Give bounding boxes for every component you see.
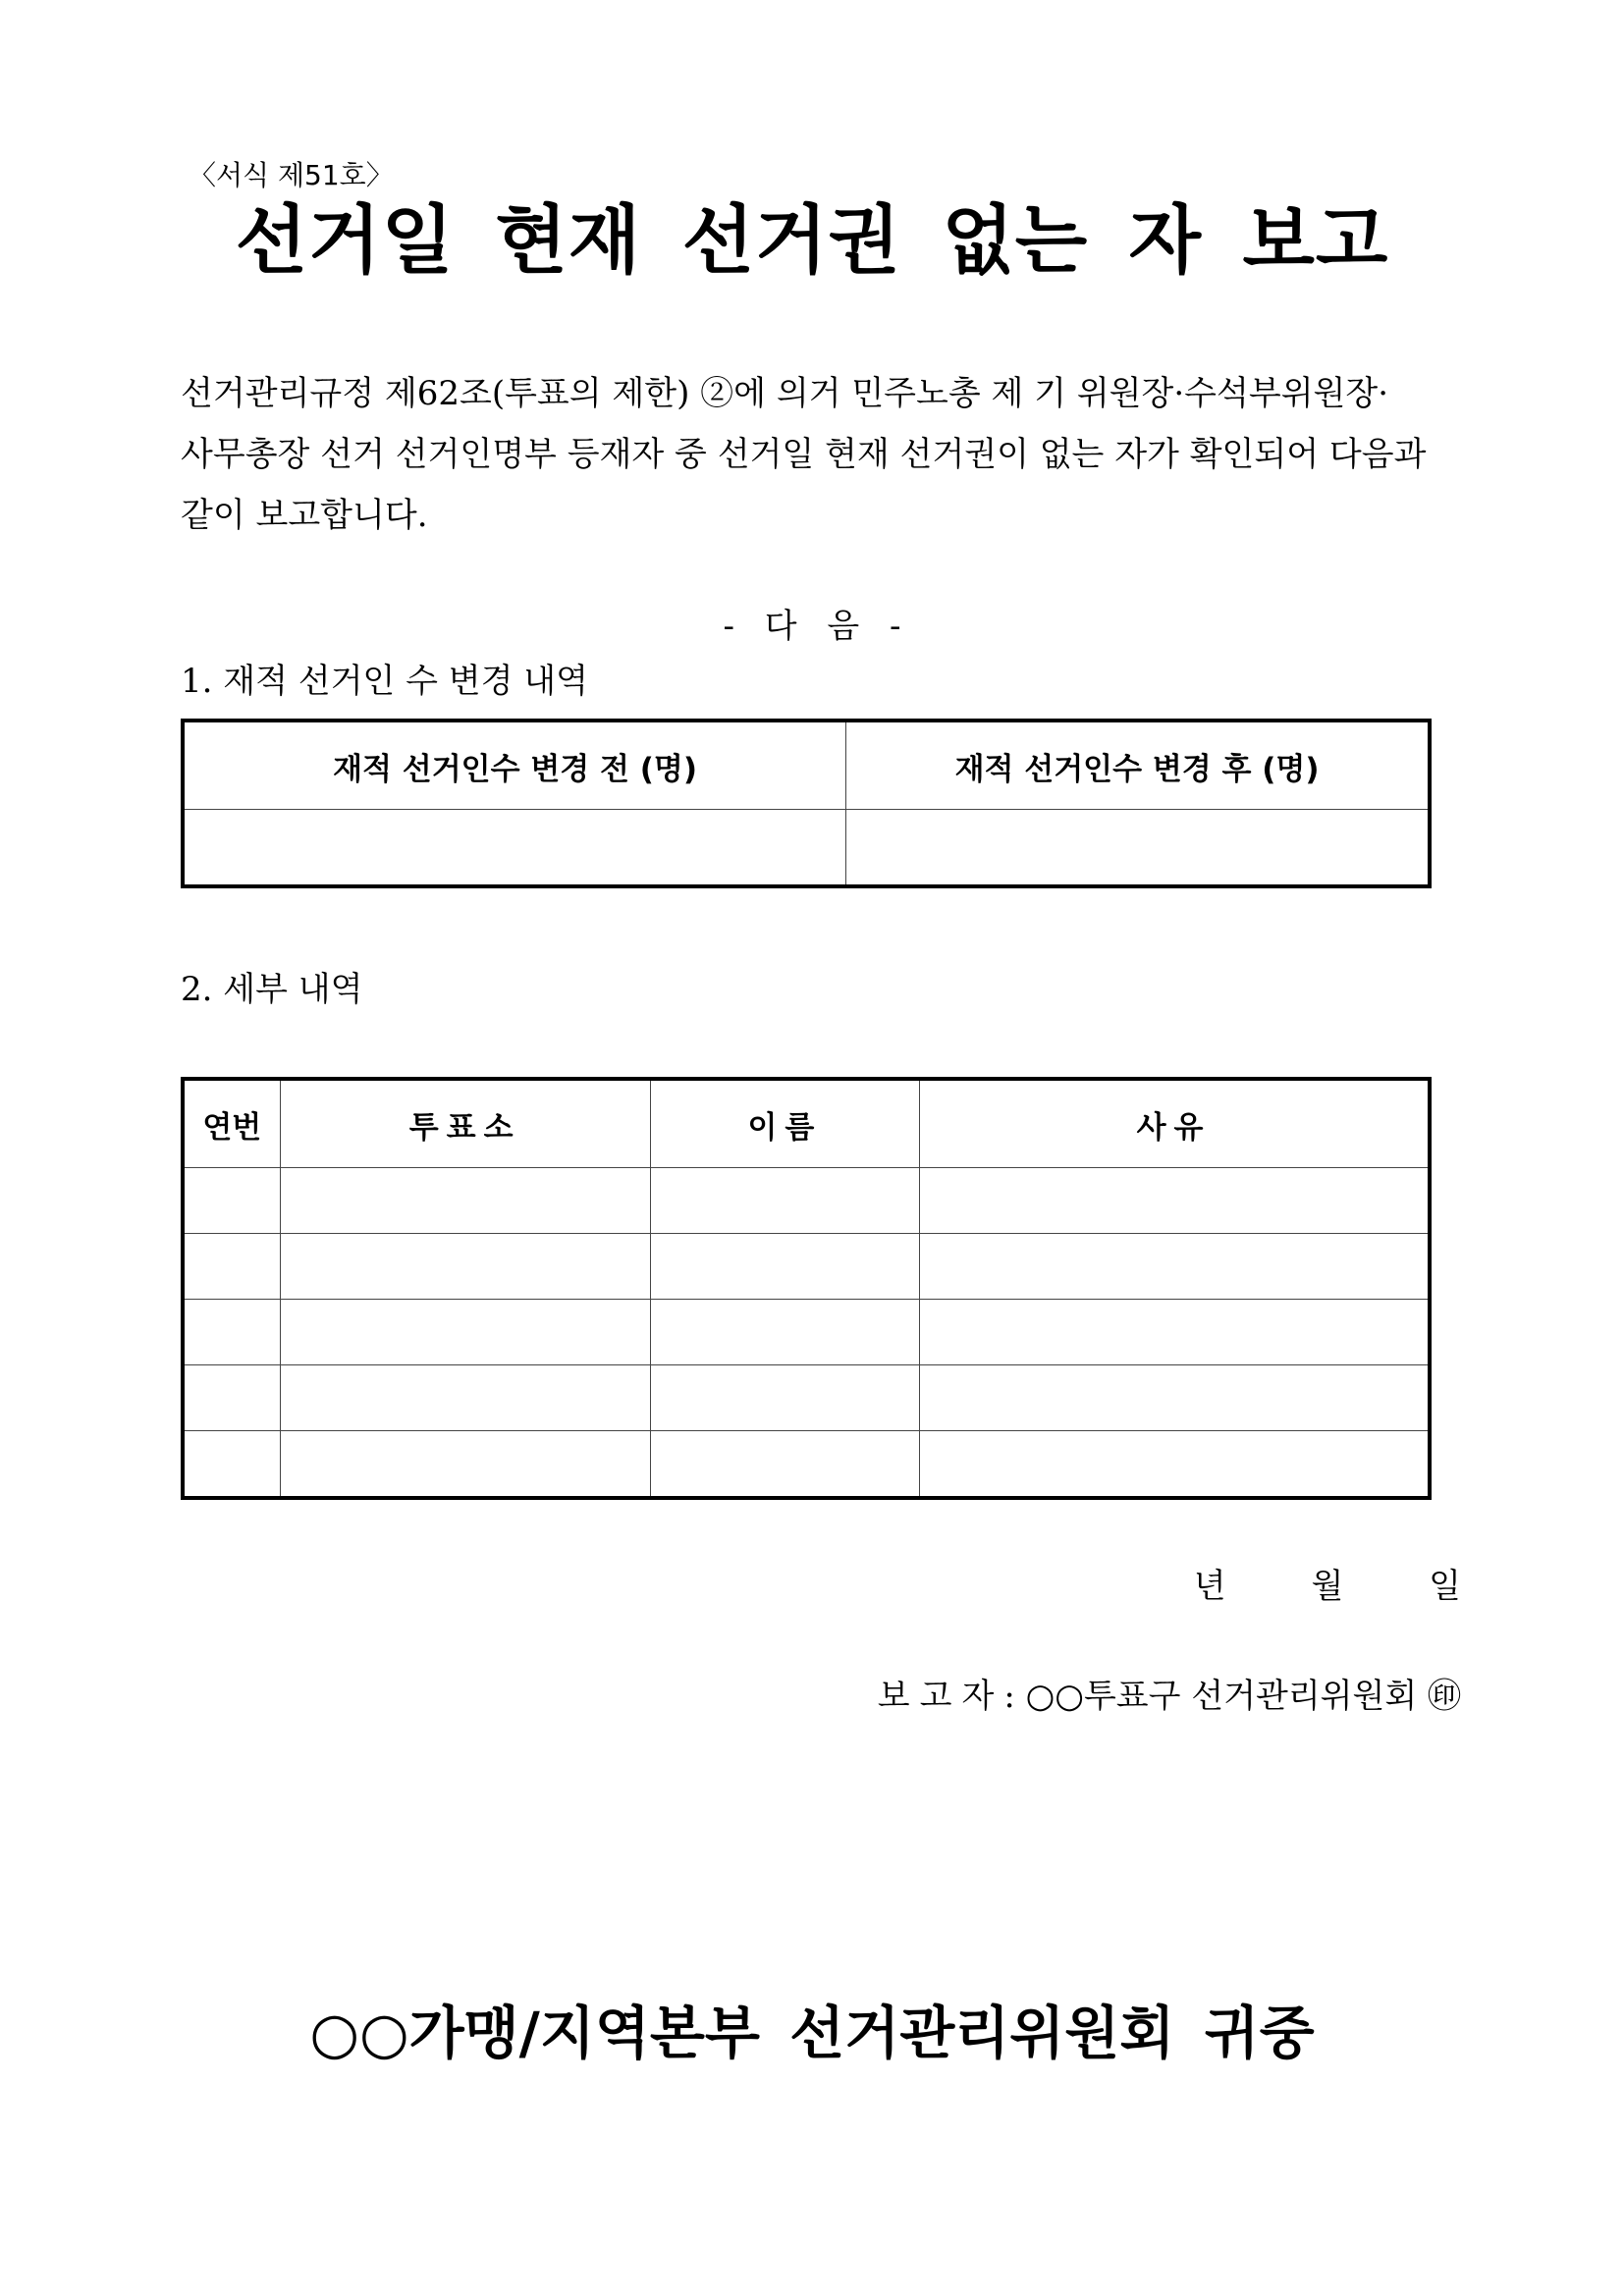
polling-station-cell[interactable] bbox=[280, 1300, 650, 1365]
name-cell[interactable] bbox=[650, 1168, 919, 1234]
table-row bbox=[183, 1300, 1430, 1365]
name-cell[interactable] bbox=[650, 1431, 919, 1499]
reporter-value: ○○투표구 선거관리위원회 ㊞ bbox=[1025, 1677, 1461, 1716]
reason-cell[interactable] bbox=[920, 1234, 1430, 1300]
date-line bbox=[1119, 1559, 1461, 1607]
number-cell[interactable] bbox=[183, 1168, 280, 1234]
table-row bbox=[183, 810, 1430, 887]
number-cell[interactable] bbox=[183, 1234, 280, 1300]
header-name: 이름 bbox=[650, 1079, 919, 1168]
table-row bbox=[183, 1234, 1430, 1300]
name-cell[interactable] bbox=[650, 1365, 919, 1431]
table-row bbox=[183, 1431, 1430, 1499]
recipient-footer: ○○가맹/지역본부 선거관리위원회 귀중 bbox=[309, 2000, 1315, 2066]
table-header-row bbox=[183, 1079, 1430, 1168]
section-divider-heading: - 다 음 - bbox=[723, 607, 901, 646]
name-cell[interactable] bbox=[650, 1300, 919, 1365]
polling-station-cell[interactable] bbox=[280, 1365, 650, 1431]
header-reason: 사유 bbox=[920, 1079, 1430, 1168]
body-line: 같이 보고합니다. bbox=[181, 496, 428, 535]
polling-station-cell[interactable] bbox=[280, 1431, 650, 1499]
reporter-colon: : bbox=[1003, 1677, 1026, 1716]
reporter-label: 보고자 bbox=[877, 1677, 1004, 1716]
reason-cell[interactable] bbox=[920, 1168, 1430, 1234]
voter-count-change-table bbox=[181, 719, 1432, 888]
header-after-count: 재적 선거인수 변경 후 (명) bbox=[846, 721, 1430, 810]
reason-cell[interactable] bbox=[920, 1300, 1430, 1365]
name-cell[interactable] bbox=[650, 1234, 919, 1300]
month-label: 월 bbox=[1311, 1567, 1344, 1606]
table-row bbox=[183, 1168, 1430, 1234]
header-before-count: 재적 선거인수 변경 전 (명) bbox=[183, 721, 846, 810]
body-line: 사무총장 선거 선거인명부 등재자 중 선거일 현재 선거권이 없는 자가 확인되어 다음과 bbox=[181, 435, 1427, 474]
before-count-cell[interactable] bbox=[183, 810, 846, 887]
number-cell[interactable] bbox=[183, 1431, 280, 1499]
body-paragraph bbox=[181, 363, 1463, 546]
day-label: 일 bbox=[1429, 1567, 1461, 1606]
polling-station-cell[interactable] bbox=[280, 1234, 650, 1300]
document-title: 선거일 현재 선거권 없는 자 보고 bbox=[235, 196, 1389, 284]
polling-station-cell[interactable] bbox=[280, 1168, 650, 1234]
after-count-cell[interactable] bbox=[846, 810, 1430, 887]
section-1-title: 1. 재적 선거인 수 변경 내역 bbox=[181, 662, 588, 701]
header-polling-station: 투표소 bbox=[280, 1079, 650, 1168]
number-cell[interactable] bbox=[183, 1300, 280, 1365]
number-cell[interactable] bbox=[183, 1365, 280, 1431]
section-2-title: 2. 세부 내역 bbox=[181, 970, 363, 1009]
table-header-row bbox=[183, 721, 1430, 810]
table-row bbox=[183, 1365, 1430, 1431]
reporter-line bbox=[878, 1669, 1461, 1717]
form-number: 〈서식 제51호〉 bbox=[189, 159, 394, 191]
body-line: 선거관리규정 제62조(투표의 제한) ②에 의거 민주노총 제 기 위원장·수석부위원장· bbox=[181, 374, 1389, 413]
header-number: 연번 bbox=[183, 1079, 280, 1168]
reason-cell[interactable] bbox=[920, 1431, 1430, 1499]
reason-cell[interactable] bbox=[920, 1365, 1430, 1431]
year-label: 년 bbox=[1193, 1567, 1226, 1606]
detail-table bbox=[181, 1077, 1432, 1500]
